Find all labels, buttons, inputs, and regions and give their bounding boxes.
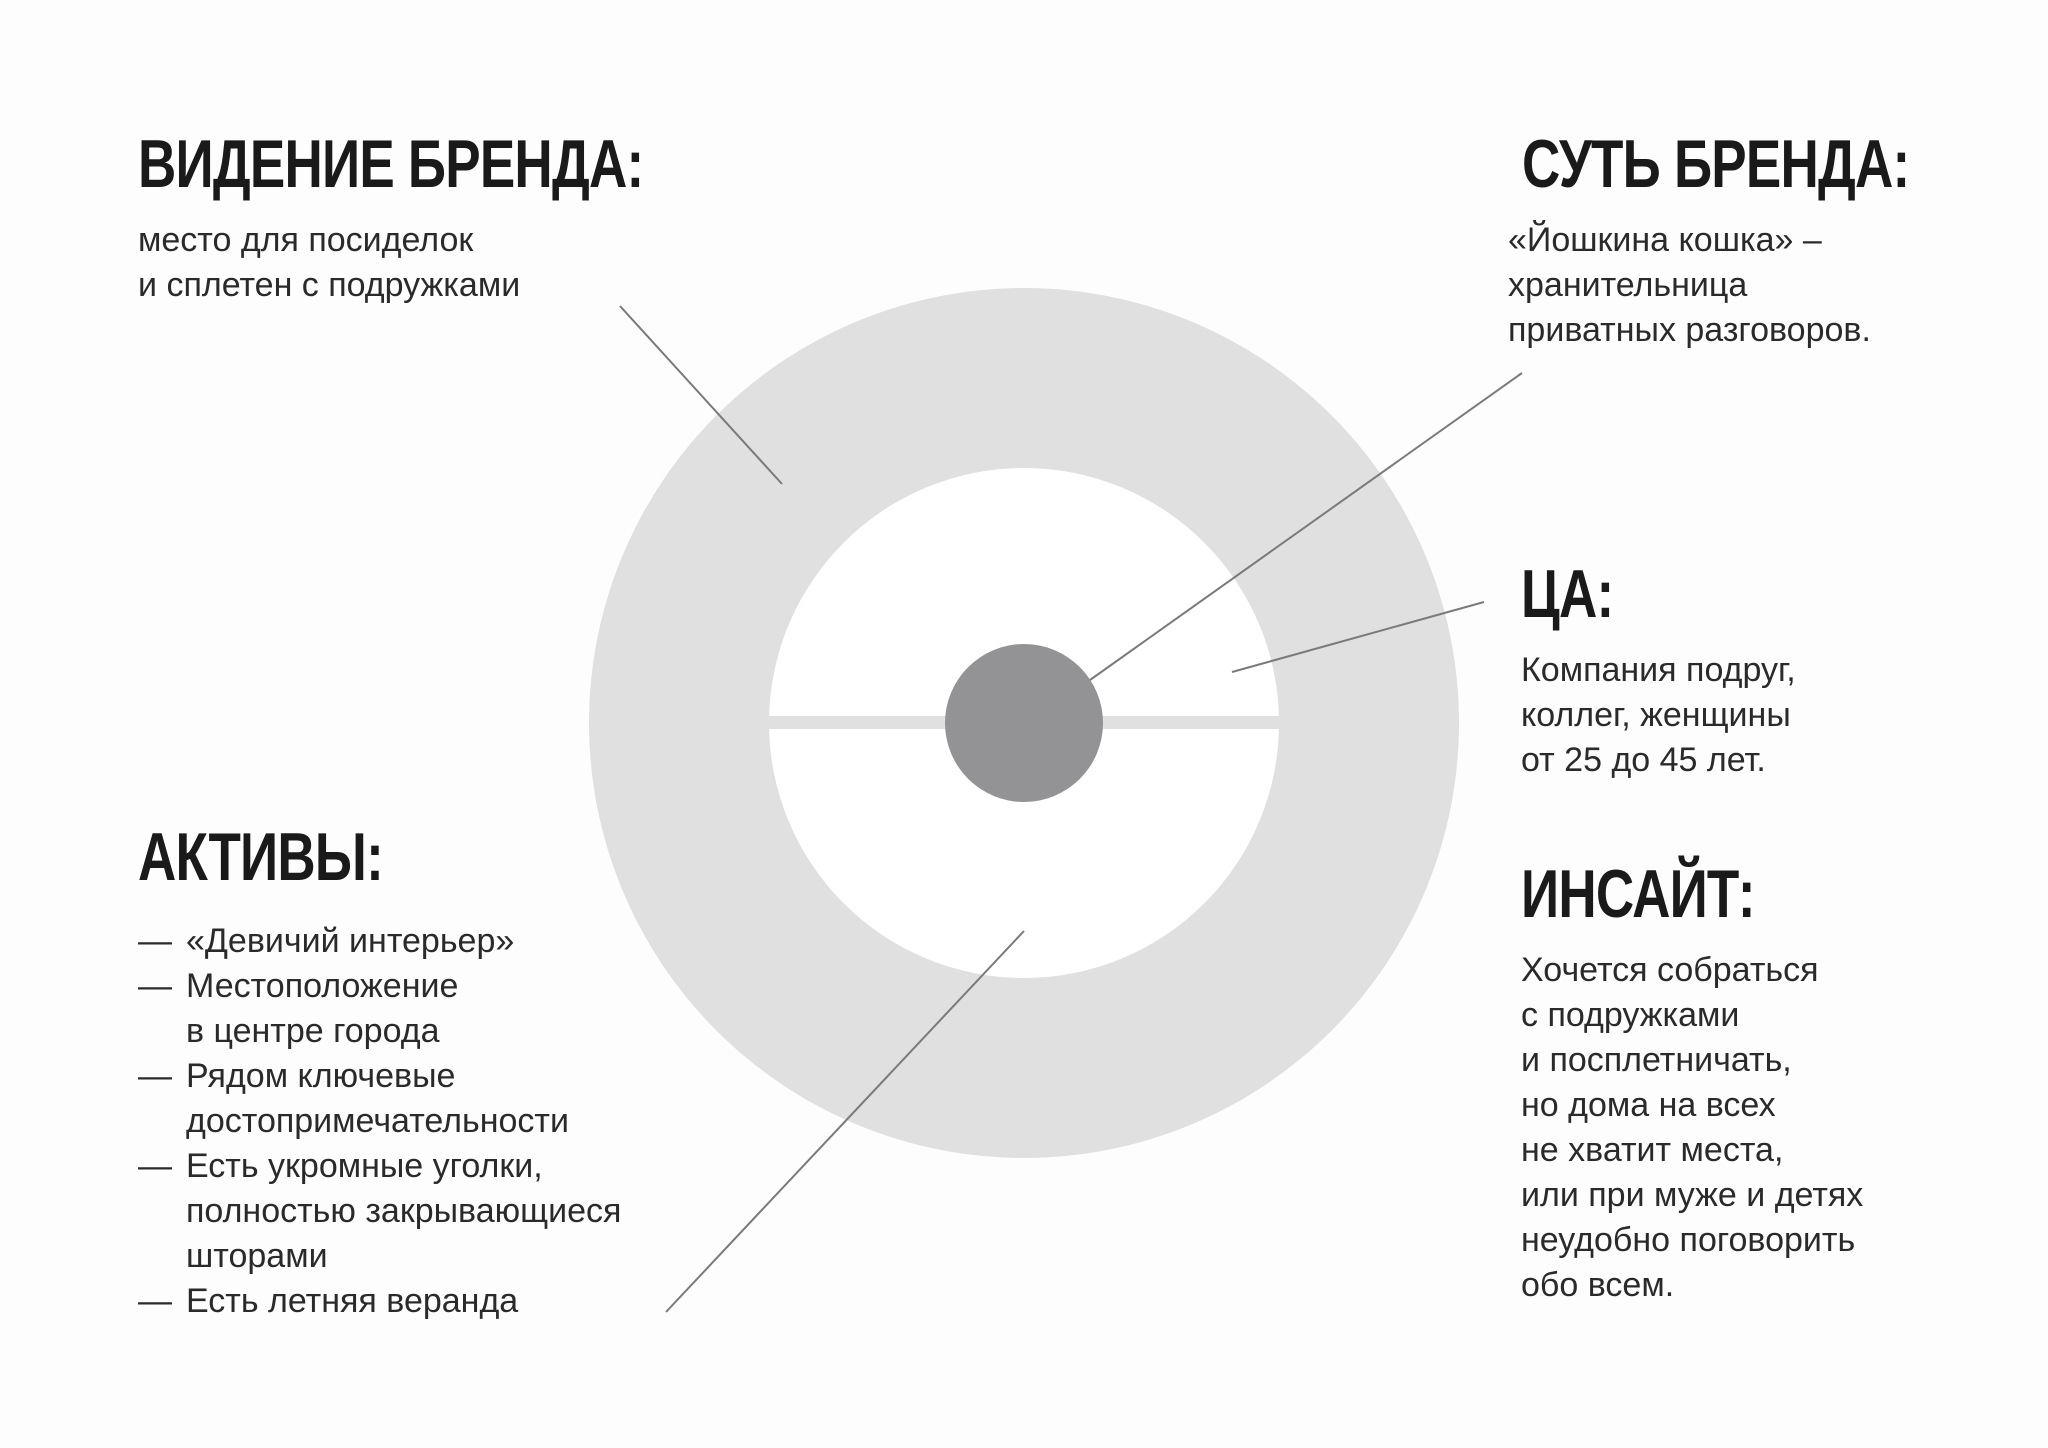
assets-block [138,819,622,1324]
assets-item-text: Есть укромные уголки, полностью закрывающиеся шторами [186,1147,622,1275]
insight-heading: ИНСАЙТ: [1521,856,1755,932]
assets-item-text: Рядом ключевые достопримечательности [186,1057,569,1140]
assets-list [138,919,621,1324]
dash-glyph: — [138,922,172,960]
center-dot [945,644,1103,802]
assets-item-text: Местоположение в центре города [186,967,459,1050]
audience-text: Компания подруг, коллег, женщины от 25 до 45 лет. [1521,651,1796,779]
audience-block [1521,556,1796,783]
assets-list-item [138,1054,621,1144]
audience-heading: ЦА: [1521,556,1614,632]
dash-glyph: — [138,1147,172,1185]
assets-list-item [138,1144,621,1279]
assets-heading: АКТИВЫ: [138,819,383,895]
dash-glyph: — [138,1282,172,1320]
assets-list-item [138,919,621,964]
essence-text: «Йошкина кошка» – хранительница приватных разговоров. [1508,221,1871,349]
vision-block [138,126,786,308]
essence-heading: СУТЬ БРЕНДА: [1522,126,1910,202]
insight-block [1521,856,1864,1308]
vision-heading: ВИДЕНИЕ БРЕНДА: [138,126,644,202]
assets-item-text: Есть летняя веранда [186,1282,519,1320]
dash-glyph: — [138,1057,172,1095]
assets-list-item [138,964,621,1054]
assets-list-item [138,1279,621,1324]
vision-text: место для посиделок и сплетен с подружками [138,221,521,304]
assets-item-text: «Девичий интерьер» [186,922,515,960]
insight-text: Хочется собраться с подружками и посплетничать, но дома на всех не хватит места, или при муже и детях неудобно поговорить обо всем. [1521,951,1864,1304]
dash-glyph: — [138,967,172,1005]
essence-block [1508,126,2019,353]
